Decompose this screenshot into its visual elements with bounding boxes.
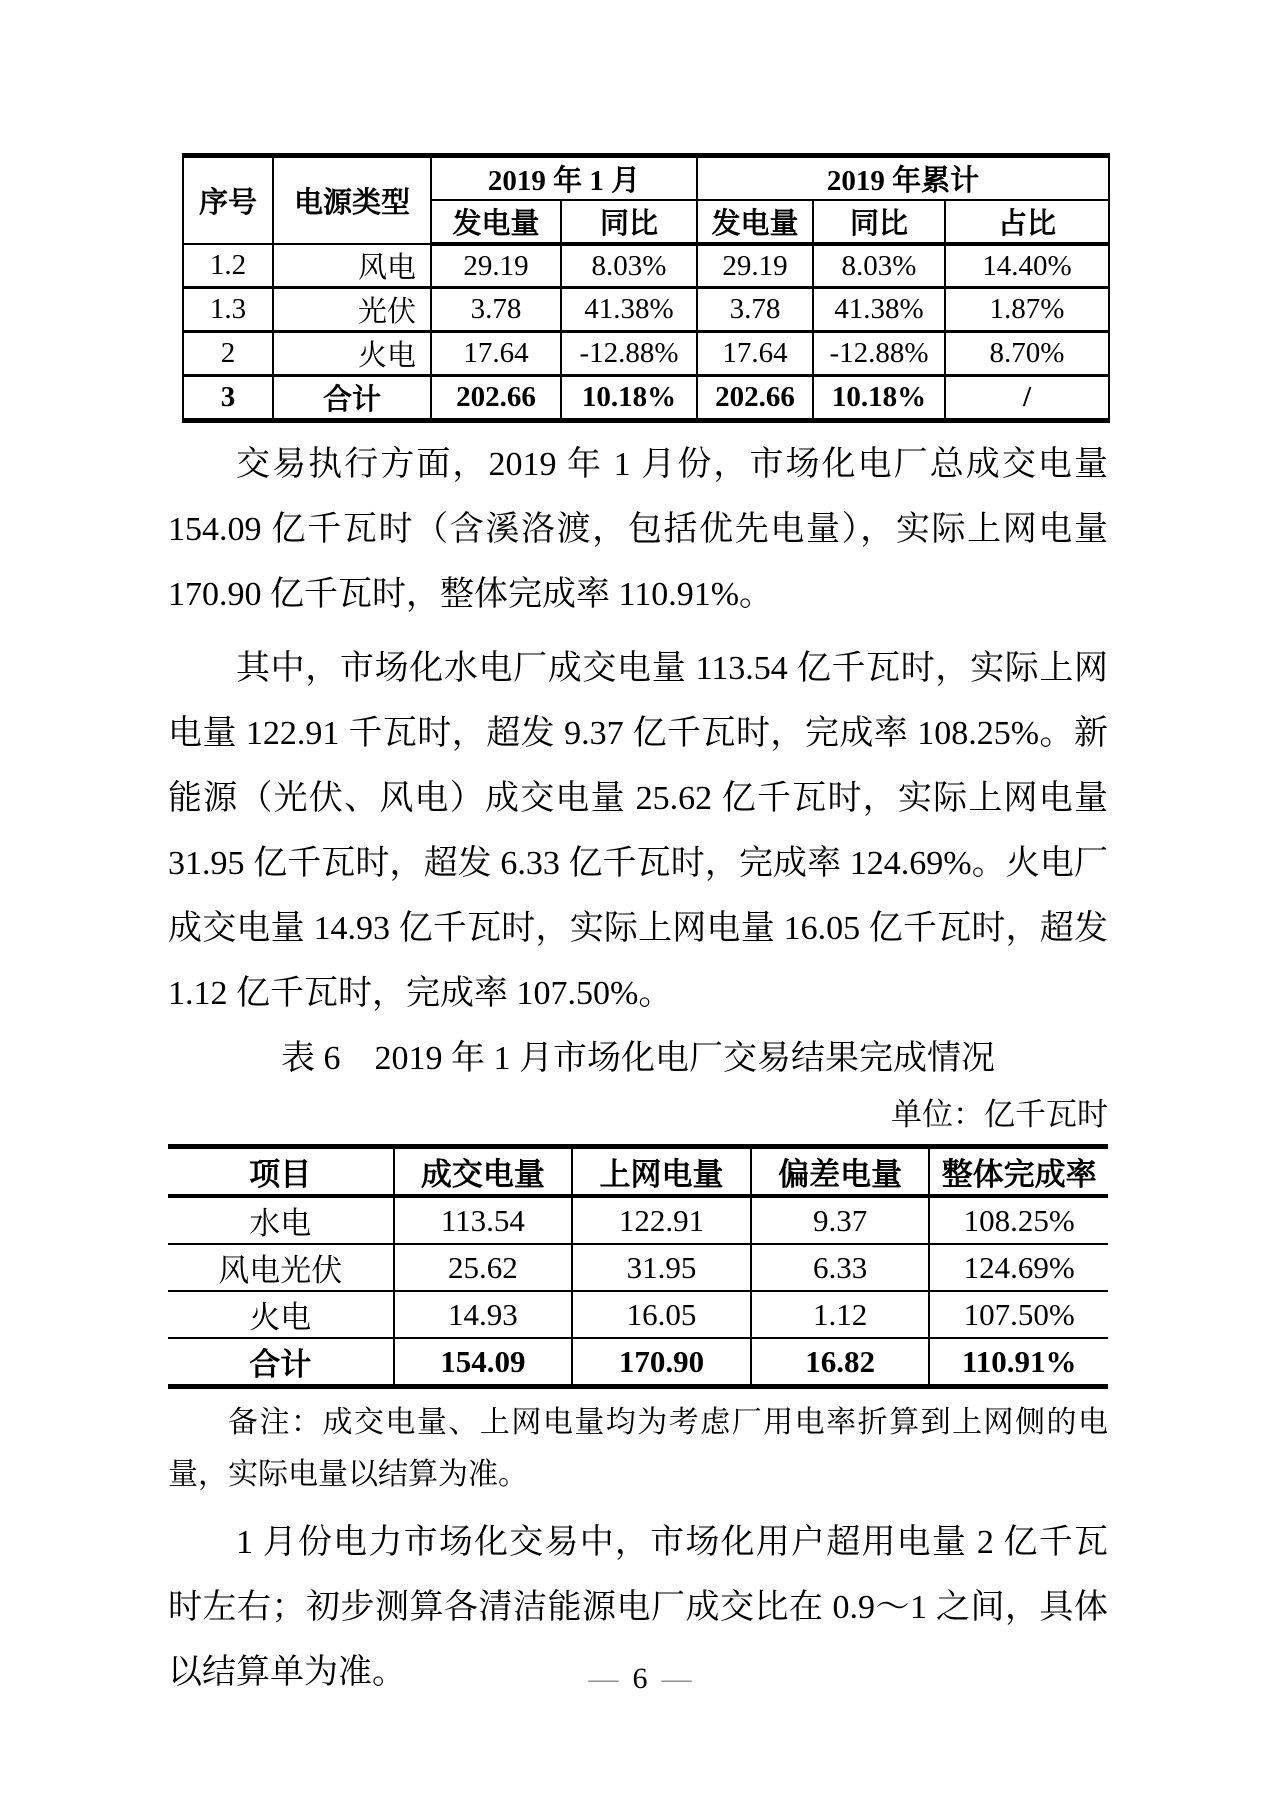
footer-dash-left: — <box>588 1662 619 1695</box>
header-seq: 序号 <box>183 156 273 245</box>
table6-unit-label: 单位：亿千瓦时 <box>891 1097 1108 1132</box>
cell-ongrid: 31.95 <box>572 1244 751 1291</box>
cell-cum-yoy: 8.03% <box>813 244 945 288</box>
header-ongrid-volume: 上网电量 <box>572 1147 751 1197</box>
header-item: 项目 <box>168 1147 394 1197</box>
cell-jan-yoy: 10.18% <box>561 376 697 421</box>
cell-item: 风电光伏 <box>168 1244 394 1291</box>
header-yoy-jan: 同比 <box>561 200 697 244</box>
header-deviation-volume: 偏差电量 <box>751 1147 930 1197</box>
cell-jan-gen: 3.78 <box>431 288 561 332</box>
cell-completion: 124.69% <box>929 1244 1108 1291</box>
cell-completion: 107.50% <box>929 1291 1108 1338</box>
cell-seq: 1.2 <box>183 244 273 288</box>
cell-ongrid: 16.05 <box>572 1291 751 1338</box>
cell-traded: 154.09 <box>394 1338 573 1387</box>
cell-jan-gen: 17.64 <box>431 332 561 376</box>
header-yoy-cum: 同比 <box>813 200 945 244</box>
cell-deviation: 9.37 <box>751 1196 930 1244</box>
table6-note: 备注：成交电量、上网电量均为考虑厂用电率折算到上网侧的电量，实际电量以结算为准。 <box>168 1406 1108 1491</box>
table-row-total <box>168 1338 1108 1387</box>
paragraph-trade-execution: 交易执行方面，2019 年 1 月份，市场化电厂总成交电量 154.09 亿千瓦时（含溪洛渡，包括优先电量），实际上网电量 170.90 亿千瓦时，整体完成率 110.91%。 <box>168 446 1108 613</box>
header-completion-rate: 整体完成率 <box>929 1147 1108 1197</box>
cell-cum-yoy: -12.88% <box>813 332 945 376</box>
cell-type: 火电 <box>273 332 431 376</box>
table-row <box>183 332 1109 376</box>
header-source-type: 电源类型 <box>273 156 431 245</box>
cell-seq: 2 <box>183 332 273 376</box>
header-group-jan: 2019 年 1 月 <box>431 156 697 201</box>
header-traded-volume: 成交电量 <box>394 1147 573 1197</box>
table6-title: 表 6 2019 年 1 月市场化电厂交易结果完成情况 <box>281 1040 995 1077</box>
footer-dash-right: — <box>661 1662 692 1695</box>
header-group-cumulative: 2019 年累计 <box>697 156 1109 201</box>
cell-share: 14.40% <box>945 244 1109 288</box>
cell-deviation: 6.33 <box>751 1244 930 1291</box>
market-plant-completion-table <box>168 1144 1108 1389</box>
table-row <box>168 1244 1108 1291</box>
cell-seq: 1.3 <box>183 288 273 332</box>
cell-deviation: 16.82 <box>751 1338 930 1387</box>
header-generation-cum: 发电量 <box>697 200 813 244</box>
cell-type: 光伏 <box>273 288 431 332</box>
cell-deviation: 1.12 <box>751 1291 930 1338</box>
table-header-row <box>168 1147 1108 1197</box>
table-row-total <box>183 376 1109 421</box>
cell-share: / <box>945 376 1109 421</box>
cell-seq: 3 <box>183 376 273 421</box>
cell-share: 8.70% <box>945 332 1109 376</box>
cell-jan-yoy: -12.88% <box>561 332 697 376</box>
header-share: 占比 <box>945 200 1109 244</box>
cell-cum-yoy: 10.18% <box>813 376 945 421</box>
cell-jan-yoy: 8.03% <box>561 244 697 288</box>
table-row <box>168 1291 1108 1338</box>
cell-jan-gen: 29.19 <box>431 244 561 288</box>
cell-cum-yoy: 41.38% <box>813 288 945 332</box>
cell-cum-gen: 29.19 <box>697 244 813 288</box>
table-header-row-group <box>183 156 1109 201</box>
paragraph-by-plant-type: 其中，市场化水电厂成交电量 113.54 亿千瓦时，实际上网电量 122.91 千瓦时，超发 9.37 亿千瓦时，完成率 108.25%。新能源（光伏、风电）成交电量 25.62 亿千瓦时，实际上网电量 31.95 亿千瓦时，超发 6.33 亿千瓦时，完成率 124.69%。火电厂成交电量 14.93 亿千瓦时，实际上网电量 16.05 亿千瓦时，超发 1.12 亿千瓦时，完成率 107.50%。 <box>168 650 1108 1012</box>
table-row <box>183 244 1109 288</box>
footer-page-number: 6 <box>632 1662 648 1695</box>
cell-traded: 113.54 <box>394 1196 573 1244</box>
cell-jan-yoy: 41.38% <box>561 288 697 332</box>
generation-summary-table <box>182 153 1110 423</box>
table-row <box>183 288 1109 332</box>
cell-ongrid: 122.91 <box>572 1196 751 1244</box>
cell-jan-gen: 202.66 <box>431 376 561 421</box>
cell-completion: 108.25% <box>929 1196 1108 1244</box>
cell-item: 水电 <box>168 1196 394 1244</box>
cell-item: 火电 <box>168 1291 394 1338</box>
header-generation-jan: 发电量 <box>431 200 561 244</box>
cell-cum-gen: 17.64 <box>697 332 813 376</box>
cell-type: 合计 <box>273 376 431 421</box>
cell-cum-gen: 202.66 <box>697 376 813 421</box>
cell-traded: 14.93 <box>394 1291 573 1338</box>
cell-type: 风电 <box>273 244 431 288</box>
cell-cum-gen: 3.78 <box>697 288 813 332</box>
paragraph-market-trade-summary: 1 月份电力市场化交易中，市场化用户超用电量 2 亿千瓦时左右；初步测算各清洁能源电厂成交比在 0.9～1 之间，具体以结算单为准。 <box>168 1524 1108 1691</box>
cell-ongrid: 170.90 <box>572 1338 751 1387</box>
table-row <box>168 1196 1108 1244</box>
cell-share: 1.87% <box>945 288 1109 332</box>
cell-traded: 25.62 <box>394 1244 573 1291</box>
page-footer <box>0 1662 1280 1696</box>
cell-item: 合计 <box>168 1338 394 1387</box>
cell-completion: 110.91% <box>929 1338 1108 1387</box>
